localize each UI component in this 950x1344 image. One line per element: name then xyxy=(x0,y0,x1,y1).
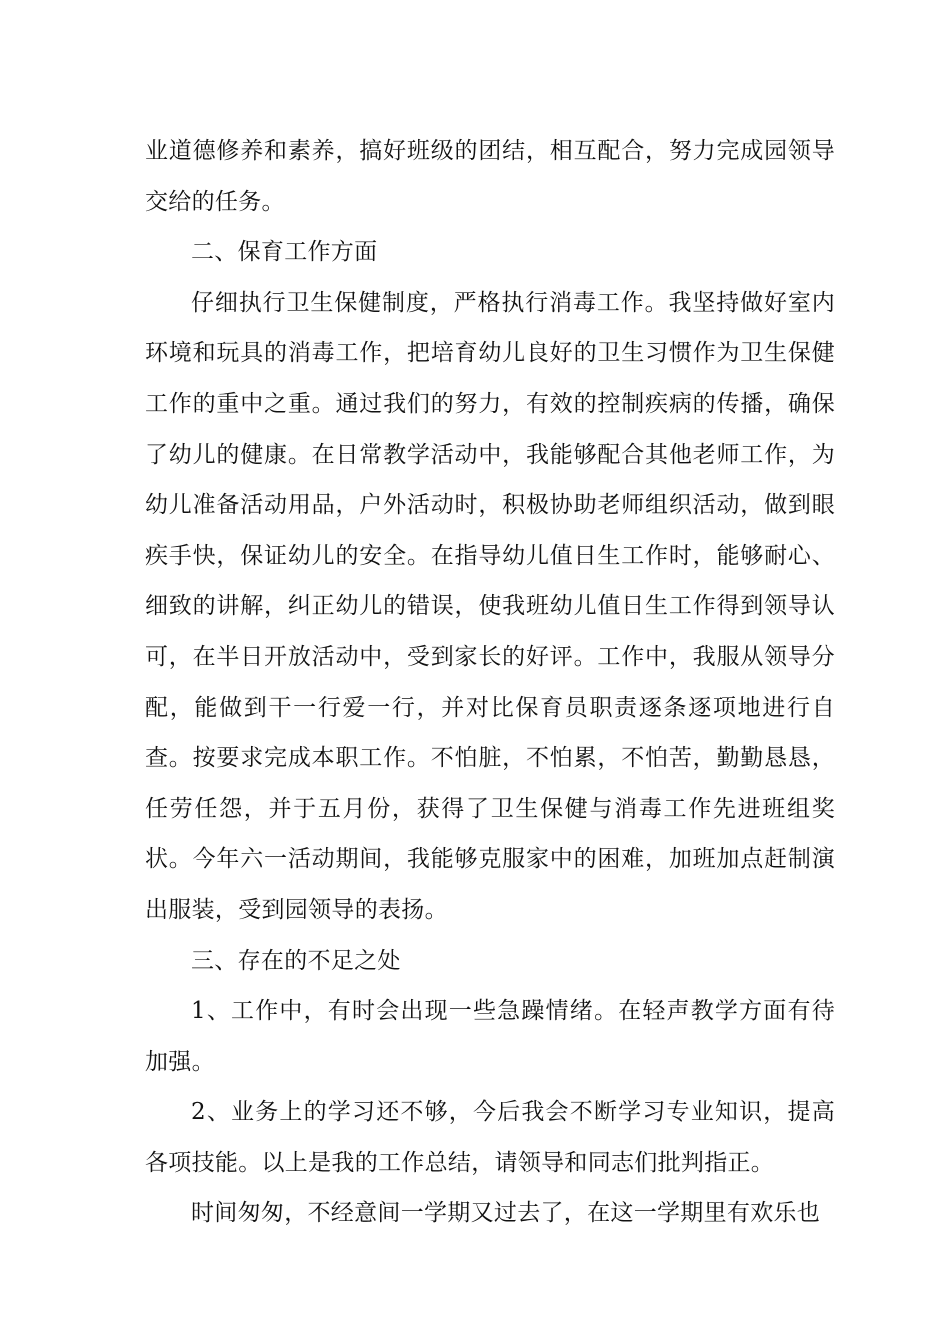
shortcoming-item-2: 2、业务上的学习还不够，今后我会不断学习专业知识，提高各项技能。以上是我的工作总结，请领导和同志们批判指正。 xyxy=(145,1099,835,1176)
shortcoming-item-1: 1、工作中，有时会出现一些急躁情绪。在轻声教学方面有待加强。 xyxy=(145,998,835,1075)
document-body xyxy=(145,126,835,1239)
section-heading-shortcomings: 三、存在的不足之处 xyxy=(191,947,401,974)
paragraph-closing-start: 时间匆匆，不经意间一学期又过去了，在这一学期里有欢乐也 xyxy=(191,1200,821,1227)
paragraph-continuation: 业道德修养和素养，搞好班级的团结，相互配合，努力完成园领导交给的任务。 xyxy=(145,138,835,215)
section-heading-childcare: 二、保育工作方面 xyxy=(191,239,378,266)
paragraph-childcare-work: 仔细执行卫生保健制度，严格执行消毒工作。我坚持做好室内环境和玩具的消毒工作，把培育幼儿良好的卫生习惯作为卫生保健工作的重中之重。通过我们的努力，有效的控制疾病的传播，确保了幼儿的健康。在日常教学活动中，我能够配合其他老师工作，为幼儿准备活动用品，户外活动时，积极协助老师组织活动，做到眼疾手快，保证幼儿的安全。在指导幼儿值日生工作时，能够耐心、细致的讲解，纠正幼儿的错误，使我班幼儿值日生工作得到领导认可，在半日开放活动中，受到家长的好评。工作中，我服从领导分配，能做到干一行爱一行，并对比保育员职责逐条逐项地进行自查。按要求完成本职工作。不怕脏，不怕累，不怕苦，勤勤恳恳，任劳任怨，并于五月份，获得了卫生保健与消毒工作先进班组奖状。今年六一活动期间，我能够克服家中的困难，加班加点赶制演出服装，受到园领导的表扬。 xyxy=(145,289,835,923)
